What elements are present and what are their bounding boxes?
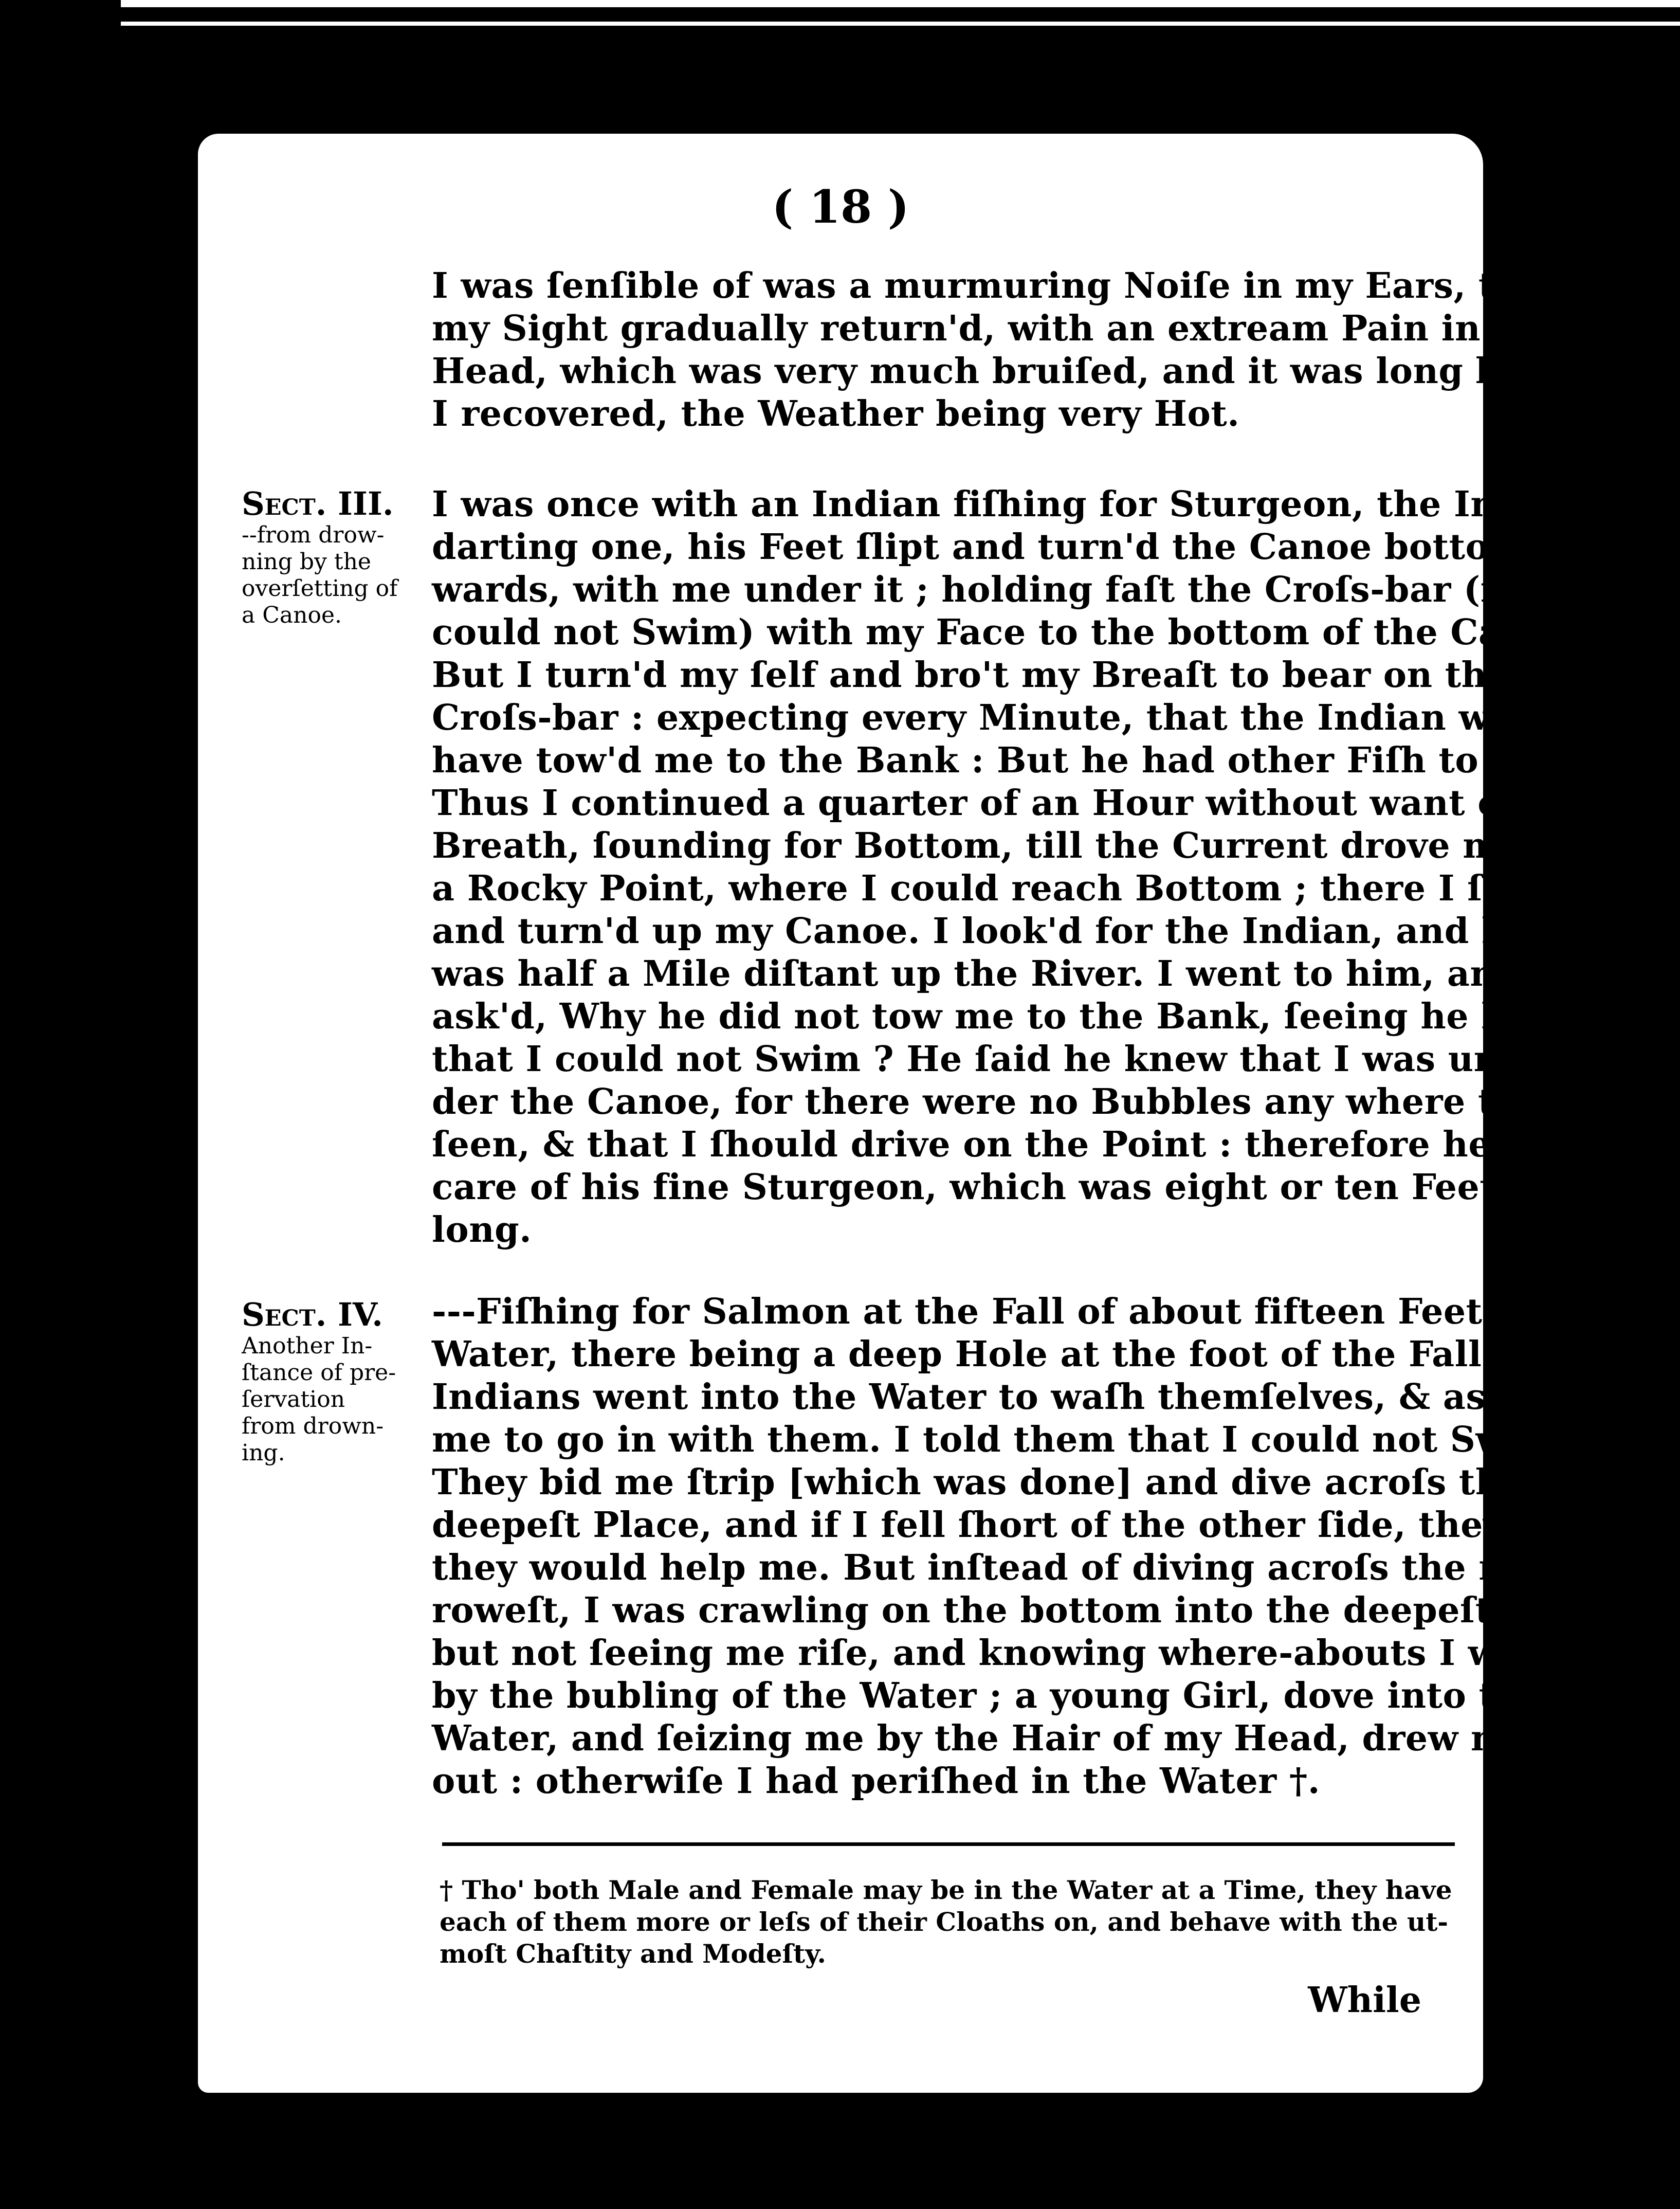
margin-note-line: Another In-: [242, 1333, 373, 1359]
page-number: ( 18 ): [772, 180, 909, 233]
text-line: me to go in with them. I told them that I could not Swim.: [432, 1419, 1569, 1460]
margin-note-line: ing.: [242, 1440, 285, 1466]
text-line: could not Swim) with my Face to the bottom of the Canoe.: [432, 612, 1586, 653]
text-line: long.: [432, 1209, 532, 1251]
text-line: darting one, his Feet ſlipt and turn'd the Canoe bottom up-: [432, 527, 1604, 568]
scan-edge-top: [121, 0, 1680, 7]
text-line: deepeſt Place, and if I fell ſhort of the other ſide, they ſaid: [432, 1505, 1593, 1546]
text-line: Head, which was very much bruiſed, and it was long before: [432, 351, 1603, 392]
text-line: ſeen, & that I ſhould drive on the Point : therefore he took: [432, 1124, 1592, 1165]
margin-note-line: from drown-: [242, 1413, 384, 1439]
footnote: [440, 1874, 1452, 1970]
margin-note-line: overſetting of: [242, 575, 398, 602]
margin-note-line: ning by the: [242, 549, 371, 575]
text-line: Croſs-bar : expecting every Minute, that the Indian wou'd: [432, 697, 1574, 738]
text-line: that I could not Swim ? He ſaid he knew that I was un-: [432, 1039, 1514, 1080]
text-line: Water, there being a deep Hole at the foot of the Fall ; the: [432, 1334, 1584, 1375]
footnote-divider: [442, 1842, 1455, 1846]
book-page: [198, 134, 1637, 2093]
footnote-line: moſt Chaſtity and Modeſty.: [440, 1939, 826, 1969]
text-line: but not ſeeing me riſe, and knowing where-abouts I was,: [432, 1633, 1554, 1674]
paragraph-1: [432, 265, 1603, 436]
catchword: While: [1308, 1980, 1421, 2021]
text-line: care of his fine Sturgeon, which was eight or ten Feet: [432, 1167, 1496, 1208]
margin-note-line: ſtance of pre-: [242, 1360, 396, 1386]
text-line: They bid me ſtrip [which was done] and dive acroſs the: [432, 1462, 1524, 1503]
text-line: Water, and ſeizing me by the Hair of my Head, drew me: [432, 1718, 1531, 1759]
text-line: ---Fiſhing for Salmon at the Fall of about fifteen Feet of: [432, 1291, 1534, 1332]
footnote-line: each of them more or leſs of their Cloaths on, and behave with the ut-: [440, 1907, 1449, 1937]
text-line: they would help me. But inſtead of diving acroſs the nar-: [432, 1547, 1561, 1588]
text-line: Breath, ſounding for Bottom, till the Current drove me on: [432, 825, 1584, 866]
margin-note-sect-iv: [242, 1297, 437, 1466]
text-line: der the Canoe, for there were no Bubbles any where to be: [432, 1081, 1578, 1122]
paragraph-3: [432, 1291, 1637, 1803]
text-line: roweſt, I was crawling on the bottom into the deepeſt Place :: [432, 1590, 1637, 1631]
text-line: I recovered, the Weather being very Hot.: [432, 393, 1240, 434]
text-line: But I turn'd my ſelf and bro't my Breaſt to bear on the: [432, 655, 1510, 696]
margin-note-sect-iii: [242, 486, 437, 629]
text-line: I was ſenſible of was a murmuring Noiſe in my Ears, then: [432, 265, 1569, 306]
margin-note-title: Sect. IV.: [242, 1296, 383, 1333]
text-line: and turn'd up my Canoe. I look'd for the Indian, and he: [432, 911, 1530, 952]
text-line: wards, with me under it ; holding faſt the Croſs-bar (for I: [432, 569, 1567, 610]
text-line: ask'd, Why he did not tow me to the Bank, ſeeing he knew: [432, 996, 1584, 1037]
margin-note-line: ſervation: [242, 1386, 345, 1413]
text-line: my Sight gradually return'd, with an extream Pain in my: [432, 308, 1551, 349]
text-line: out : otherwiſe I had periſhed in the Water †.: [432, 1761, 1321, 1802]
text-line: I was once with an Indian fiſhing for Sturgeon, the Indian: [432, 484, 1583, 525]
scan-edge-line: [121, 22, 1680, 26]
text-line: was half a Mile diſtant up the River. I went to him, and: [432, 953, 1521, 994]
text-line: Indians went into the Water to waſh themſelves, & asked: [432, 1377, 1558, 1418]
margin-note-line: --from drow-: [242, 522, 385, 548]
text-line: have tow'd me to the Bank : But he had other Fiſh to Fry!: [432, 740, 1571, 781]
paragraph-2: [432, 483, 1604, 1252]
text-line: Thus I continued a quarter of an Hour without want of: [432, 783, 1517, 824]
margin-note-line: a Canoe.: [242, 602, 342, 628]
footnote-line: † Tho' both Male and Female may be in the Water at a Time, they have: [440, 1875, 1452, 1905]
margin-note-title: Sect. III.: [242, 485, 394, 522]
text-line: by the bubling of the Water ; a young Girl, dove into the: [432, 1675, 1544, 1716]
text-line: a Rocky Point, where I could reach Bottom ; there I ſtop'd: [432, 868, 1583, 909]
